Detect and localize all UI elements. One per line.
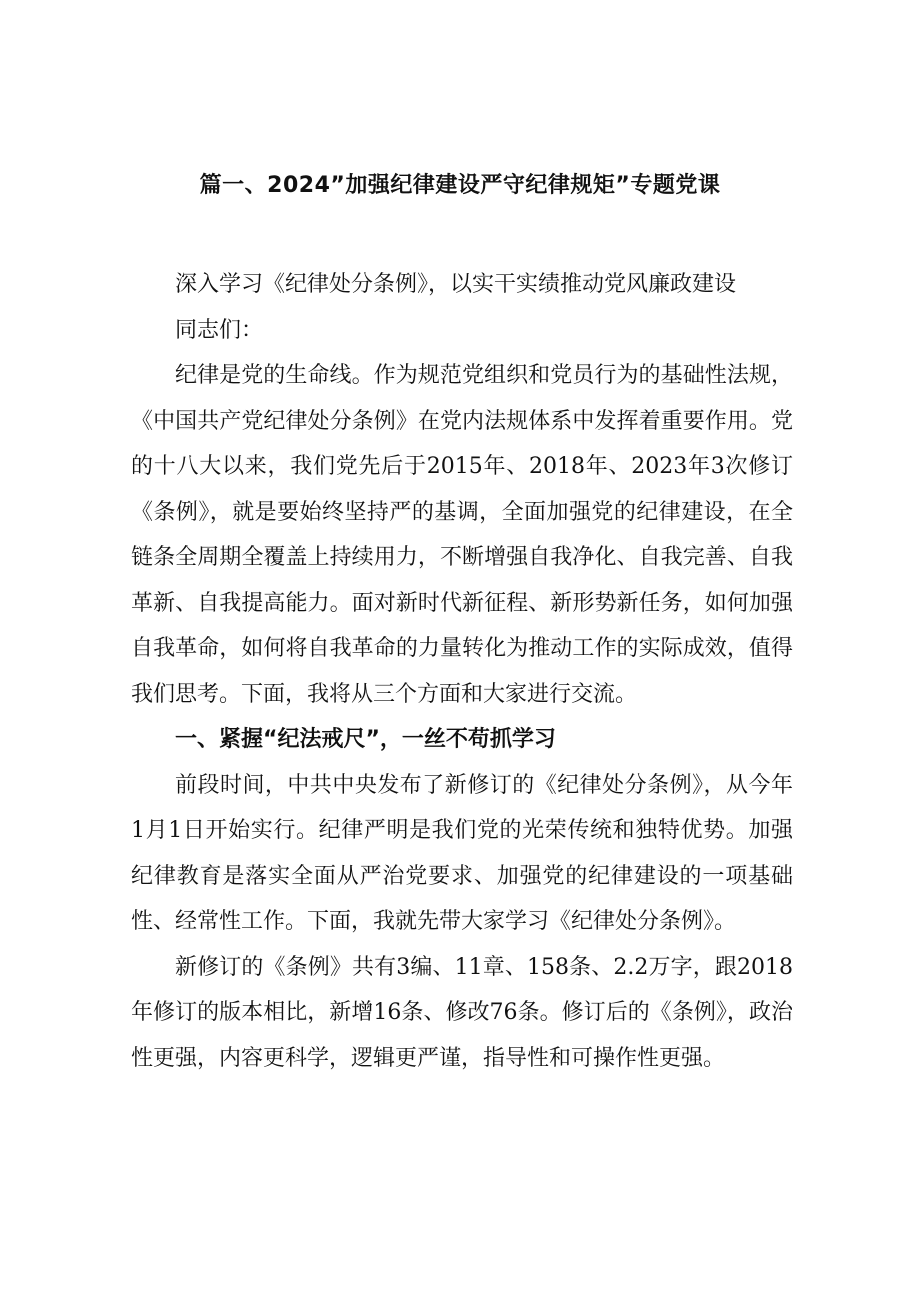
paragraph-intro: 纪律是党的生命线。作为规范党组织和党员行为的基础性法规，《中国共产党纪律处分条例》在党内法规体系中发挥着重要作用。党的十八大以来，我们党先后于2015年、2018年、2023年3次修订《条例》，就是要始终坚持严的基调，全面加强党的纪律建设，在全链条全周期全覆盖上持续用力，不断增强自我净化、自我完善、自我革新、自我提高能力。面对新时代新征程、新形势新任务，如何加强自我革命，如何将自我革命的力量转化为推动工作的实际成效，值得我们思考。下面，我将从三个方面和大家进行交流。 bbox=[131, 363, 793, 707]
document-body bbox=[131, 262, 793, 1081]
document-title: 篇一、2024”加强纪律建设严守纪律规矩”专题党课 bbox=[199, 173, 721, 198]
paragraph-section-1-b: 新修订的《条例》共有3编、11章、158条、2.2万字，跟2018年修订的版本相比，新增16条、修改76条。修订后的《条例》，政治性更强，内容更科学，逻辑更严谨，指导性和可操作性更强。 bbox=[131, 954, 793, 1071]
paragraph-subtitle: 深入学习《纪律处分条例》，以实干实绩推动党风廉政建设 bbox=[175, 272, 737, 297]
paragraph-salutation: 同志们： bbox=[175, 317, 264, 343]
paragraph-section-1-a: 前段时间，中共中央发布了新修订的《纪律处分条例》，从今年1月1日开始实行。纪律严明是我们党的光荣传统和独特优势。加强纪律教育是落实全面从严治党要求、加强党的纪律建设的一项基础性、经常性工作。下面，我就先带大家学习《纪律处分条例》。 bbox=[131, 772, 793, 934]
section-heading-1: 一、紧握“纪法戒尺”，一丝不苟抓学习 bbox=[175, 727, 556, 752]
